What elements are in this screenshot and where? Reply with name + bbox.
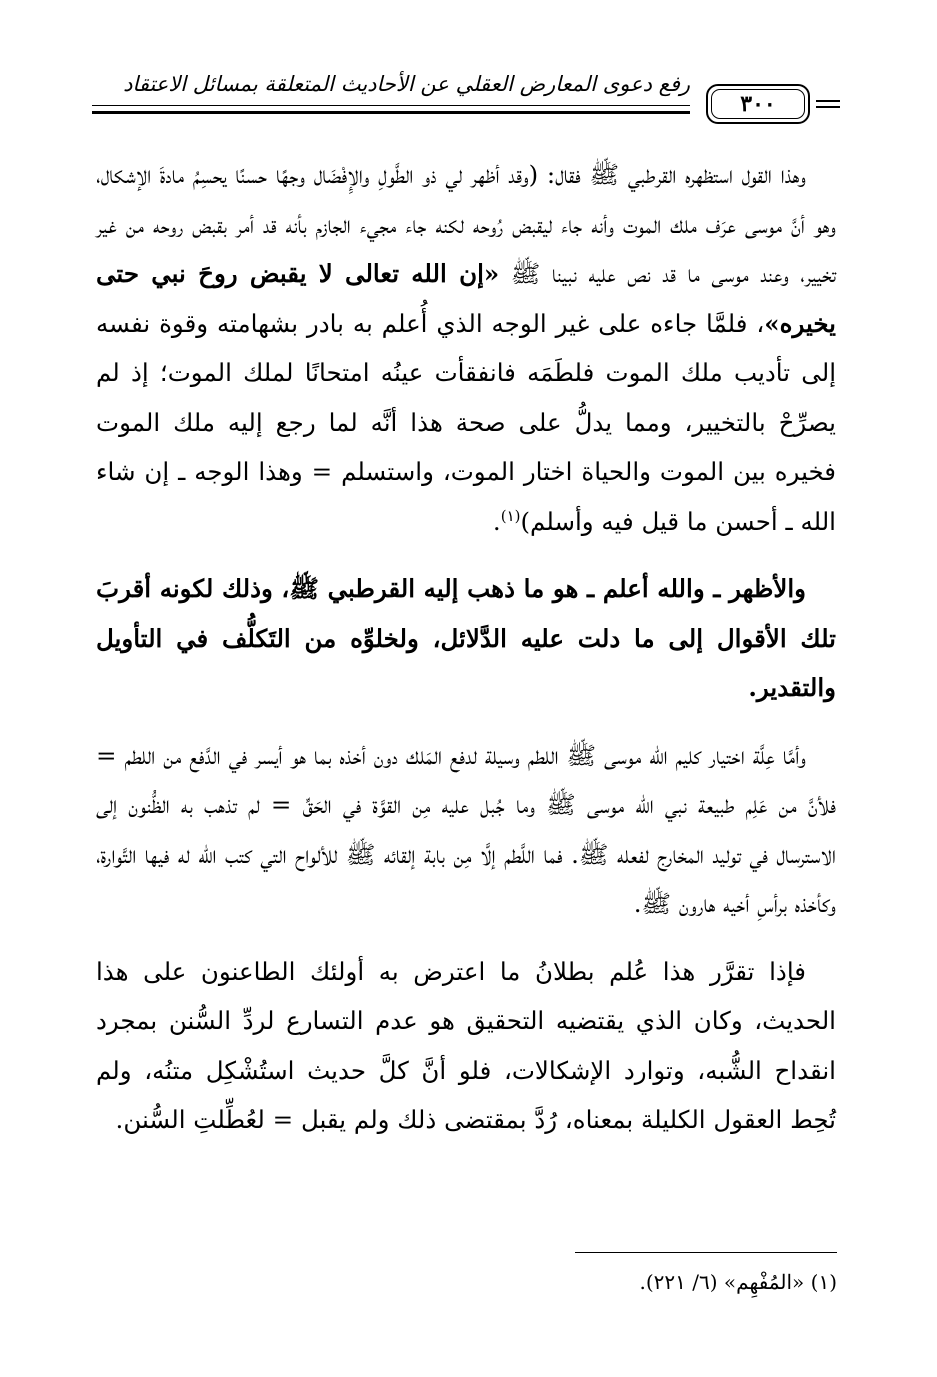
footnote-ref[interactable]: (١) bbox=[500, 506, 521, 525]
running-title: رفع دعوى المعارض العقلي عن الأحاديث المتعلقة بمسائل الاعتقاد bbox=[123, 72, 690, 96]
paragraph-3 bbox=[96, 731, 836, 929]
text-segment: . bbox=[492, 506, 501, 536]
paragraph-2 bbox=[96, 564, 836, 713]
paragraph-1 bbox=[96, 150, 836, 546]
page-header bbox=[92, 72, 840, 126]
header-dash-bottom bbox=[816, 106, 840, 108]
page-number: ٣٠٠ bbox=[740, 91, 776, 117]
footnote-1 bbox=[137, 1270, 837, 1294]
main-text bbox=[96, 150, 836, 1145]
text-segment: والأظهر ـ والله أعلم ـ هو ما ذهب إليه القرطبي ﷺ، وذلك لكونه أقربَ تلك الأقوال إلى ما دلت عليه الدَّلائل، ولخلوِّه من التَكلُّف في التأويل والتقدير. bbox=[96, 574, 836, 702]
header-rule-thin bbox=[92, 105, 690, 106]
hadith-quote: «إن الله تعالى لا يقبض روحَ نبي حتى يخيره» bbox=[96, 259, 836, 338]
header-dash-top bbox=[816, 100, 840, 102]
header-rule-thick bbox=[92, 111, 690, 114]
page-number-frame bbox=[706, 84, 810, 124]
footnote-divider bbox=[575, 1252, 837, 1253]
footnote-number: (١) bbox=[810, 1270, 837, 1294]
text-segment: ، فلمَّا جاءه على غير الوجه الذي أُعلم به بادر بشهامته وقوة نفسه إلى تأديب ملك الموت فلطَمَه فانفقأت عينُه امتحانًا لملك الموت؛ إذ لم يصرِّحْ بالتخيير، ومما يدلُّ على صحة هذا أنَّه لما رجع إليه ملك الموت فخيره بين الموت والحياة اختار الموت، واستسلم = وهذا الوجه ـ إن شاء الله ـ أحسن ما قيل فيه وأسلم) bbox=[96, 308, 836, 536]
text-segment: وهذا القول استظهره القرطبي ﷺ فقال: (وقد أظهر لي ذو الطَّولِ والإِفْضَال وجهًا حسنًا يحسِمُ مادةَ الإشكال، وهو أنَّ موسى عرَف ملك الموت وأنه جاء ليقبض رُوحه لكنه جاء مجيء الجازم بأنه قد أمر بقبض روحه من غير تخيير، وعند موسى ما قد نص عليه نبينا ﷺ bbox=[96, 160, 836, 288]
text-segment: وأمَّا عِلَّة اختيار كليم الله موسى ﷺ اللطم وسيلة لدفع المَلك دون أخذه بما هو أيسر في الدَّفع من اللطم = فلأنَّ من عَلِم طبيعة نبي الله موسى ﷺ وما جُبل عليه مِن القوَّة في الحَقِّ = لم تذهب به الظُّنون إلى الاسترسال في توليد المخارج لفعله ﷺ. فما اللَّطم إلَّا مِن بابة إلقائه ﷺ للألواح التي كتب الله له فيها التَّوارة، وكأخذه برأسِ أخيه هارون ﷺ. bbox=[96, 740, 836, 918]
footnote-text: «المُفْهِم» (٦/ ٢٢١). bbox=[639, 1270, 805, 1294]
text-segment: فإذا تقرَّر هذا عُلم بطلانُ ما اعترض به أولئك الطاعنون على هذا الحديث، وكان الذي يقتضيه التحقيق هو عدم التسارع لردِّ السُّنن بمجرد انقداح الشُّبه، وتوارد الإشكالات، فلو أنَّ كلَّ حديث استُشْكِل متنُه، ولم تُحِط العقول الكليلة بمعناه، رُدَّ بمقتضى ذلك ولم يقبل = لعُطِّلتِ السُّنن. bbox=[96, 956, 836, 1134]
paragraph-4 bbox=[96, 947, 836, 1145]
